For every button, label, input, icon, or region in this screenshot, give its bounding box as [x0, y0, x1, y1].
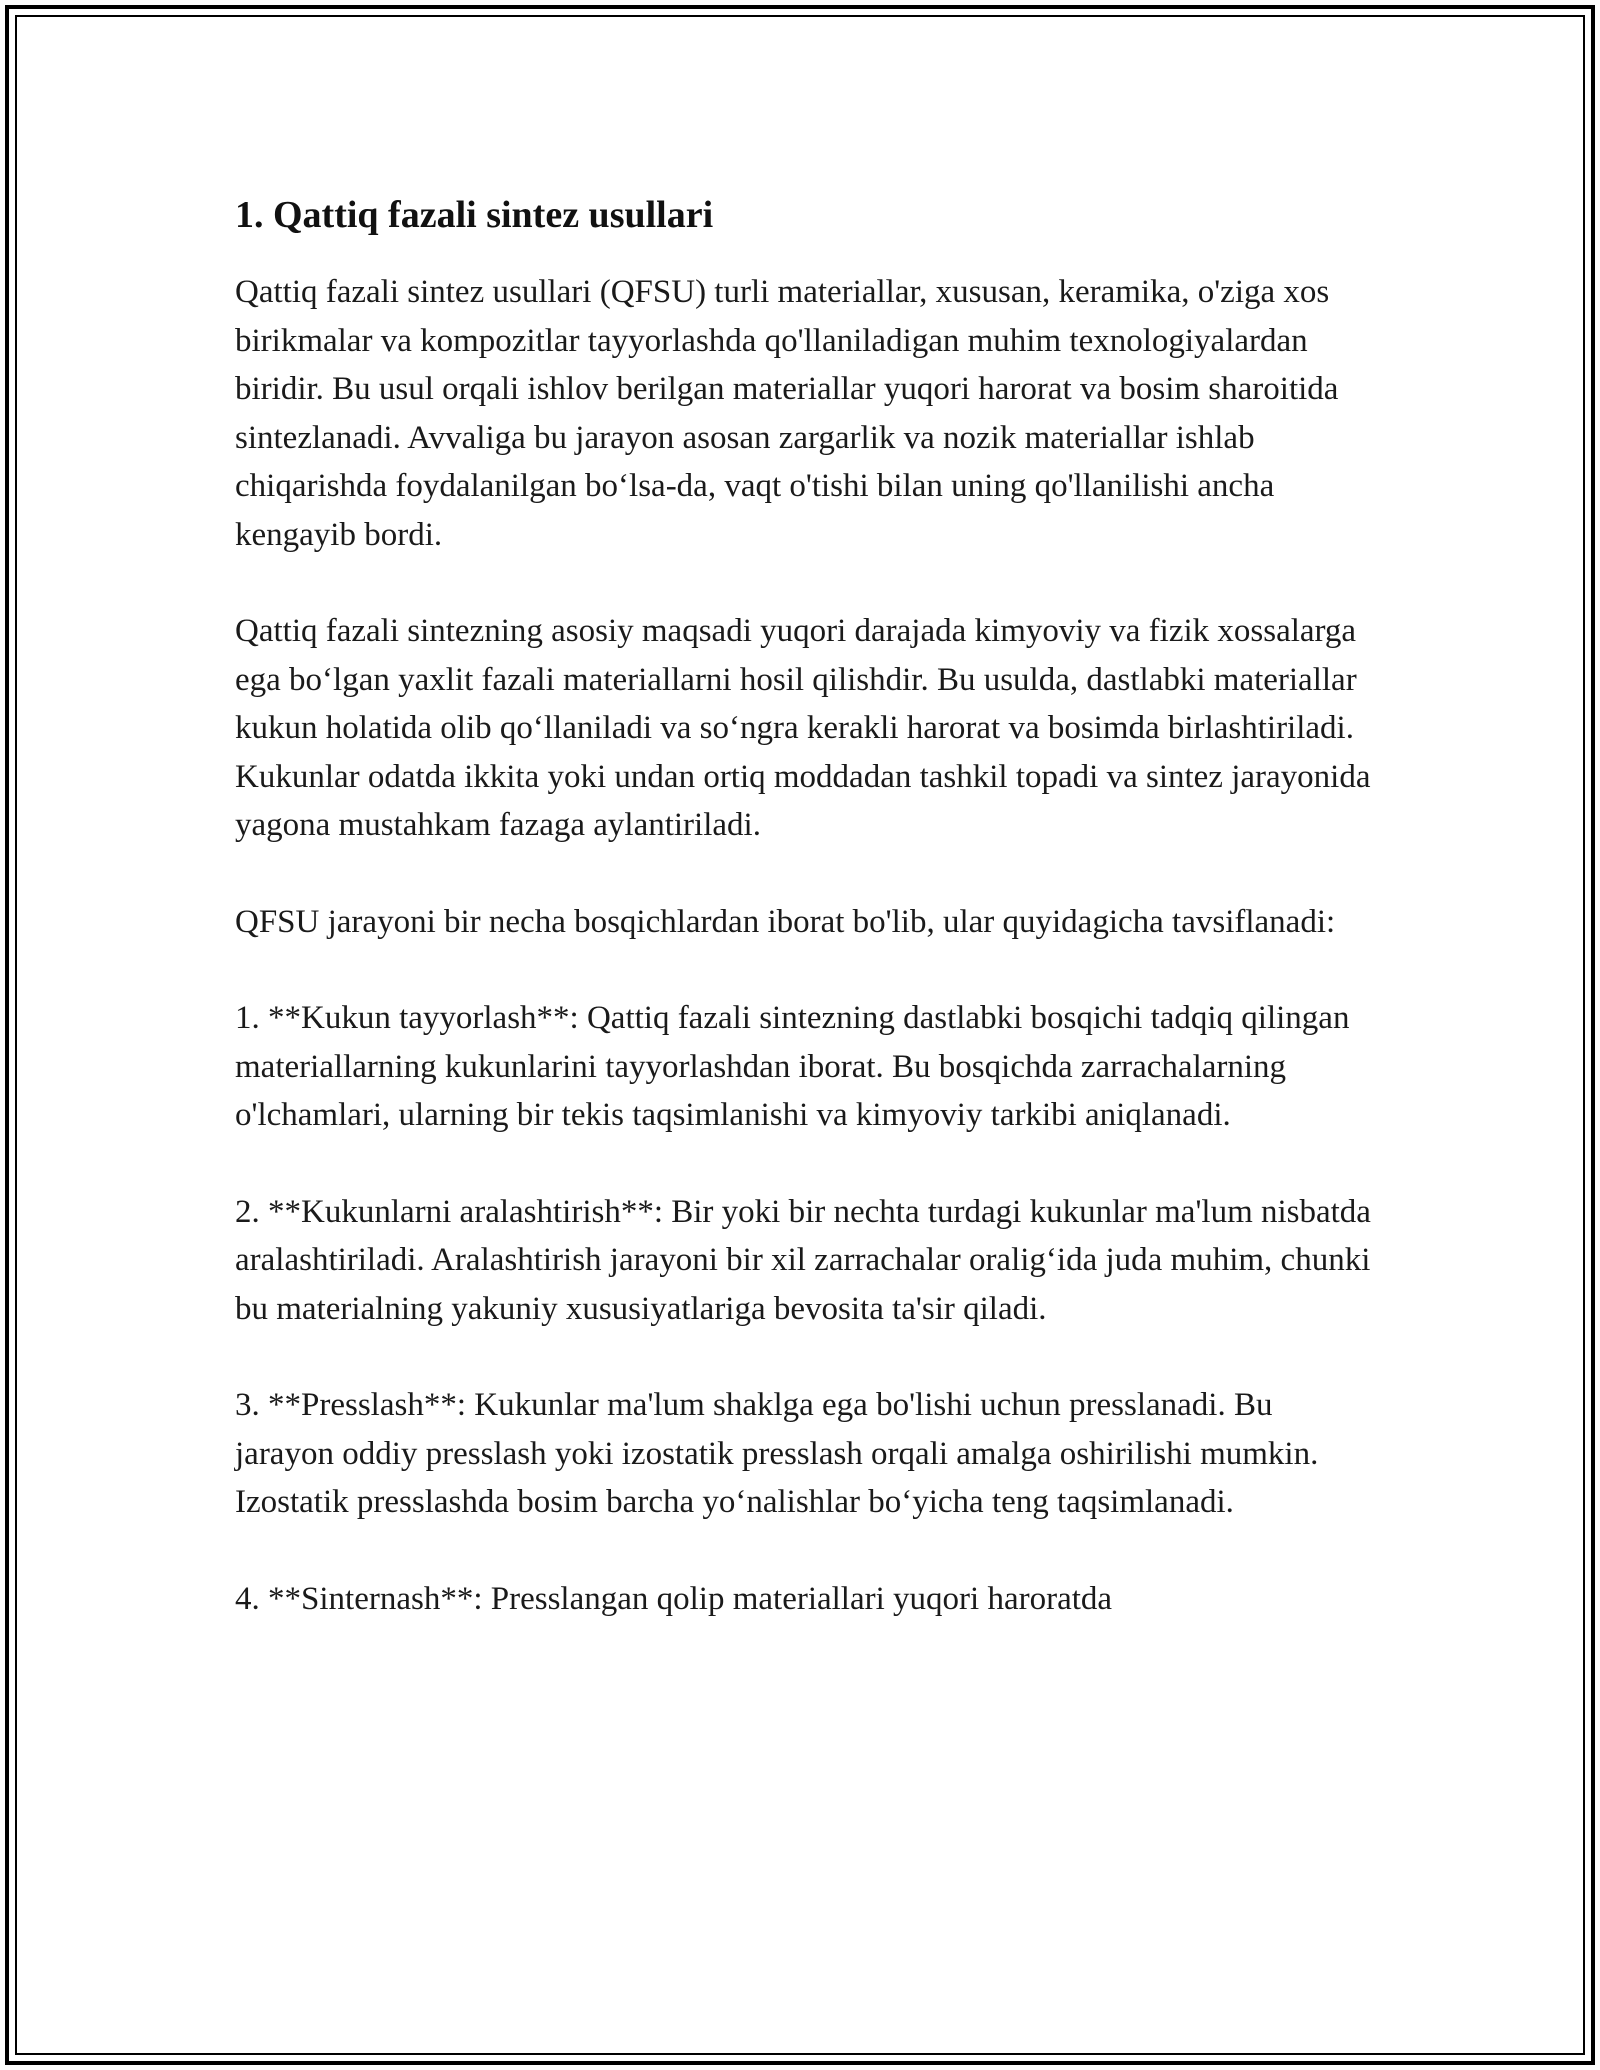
- paragraph-intro: Qattiq fazali sintez usullari (QFSU) turli materiallar, xususan, keramika, o'ziga xos birikmalar va kompozitlar tayyorlashda qo'llaniladigan muhim texnologiyalardan biridir. Bu usul orqali ishlov berilgan materiallar yuqori harorat va bosim sharoitida sintezlanadi. Avvaliga bu jarayon asosan zargarlik va nozik materiallar ishlab chiqarishda foydalanilgan bo‘lsa-da, vaqt o'tishi bilan uning qo'llanilishi ancha kengayib bordi.: [235, 274, 1339, 553]
- list-item-pressing: 3. **Presslash**: Kukunlar ma'lum shaklga ega bo'lishi uchun presslanadi. Bu jarayon oddiy presslash yoki izostatik presslash orqali amalga oshirilishi mumkin. Izostatik presslashda bosim barcha yo‘nalishlar bo‘yicha teng taqsimlanadi.: [235, 1387, 1319, 1520]
- section-heading: 1. Qattiq fazali sintez usullari: [235, 194, 714, 236]
- paragraph-purpose: Qattiq fazali sintezning asosiy maqsadi yuqori darajada kimyoviy va fizik xossalarga ega bo‘lgan yaxlit fazali materiallarni hosil qilishdir. Bu usulda, dastlabki materiallar kukun holatida olib qo‘llaniladi va so‘ngra kerakli harorat va bosimda birlashtiriladi. Kukunlar odatda ikkita yoki undan ortiq moddadan tashkil topadi va sintez jarayonida yagona mustahkam fazaga aylantiriladi.: [235, 613, 1371, 843]
- list-item-powder-preparation: 1. **Kukun tayyorlash**: Qattiq fazali sintezning dastlabki bosqichi tadqiq qilingan materiallarning kukunlarini tayyorlashdan iborat. Bu bosqichda zarrachalarning o'lchamlari, ularning bir tekis taqsimlanishi va kimyoviy tarkibi aniqlanadi.: [235, 1000, 1350, 1133]
- list-item-powder-mixing: 2. **Kukunlarni aralashtirish**: Bir yoki bir nechta turdagi kukunlar ma'lum nisbatda aralashtiriladi. Aralashtirish jarayoni bir xil zarrachalar oralig‘ida juda muhim, chunki bu materialning yakuniy xususiyatlariga bevosita ta'sir qiladi.: [235, 1193, 1371, 1327]
- document-body: [235, 190, 1375, 1671]
- list-item-sintering: 4. **Sinternash**: Presslangan qolip materiallari yuqori haroratda: [235, 1580, 1113, 1617]
- paragraph-stages-intro: QFSU jarayoni bir necha bosqichlardan iborat bo'lib, ular quyidagicha tavsiflanadi:: [235, 903, 1336, 940]
